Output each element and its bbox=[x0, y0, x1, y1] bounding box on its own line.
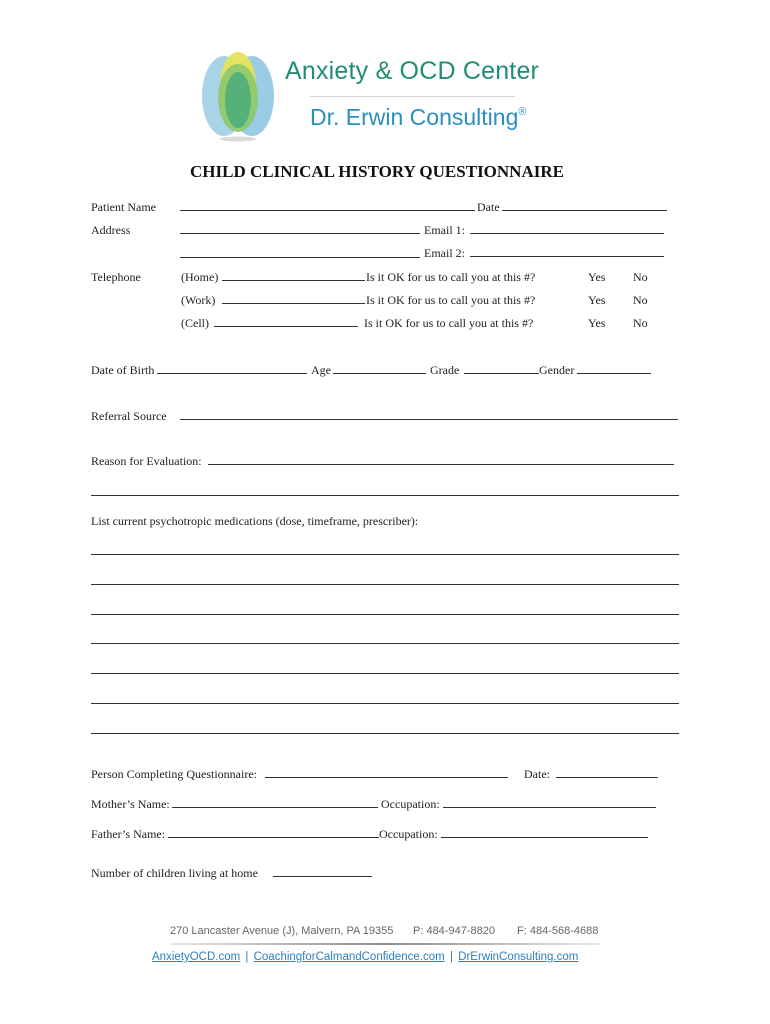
referral-label: Referral Source bbox=[91, 409, 167, 423]
father-name-label: Father’s Name: bbox=[91, 827, 166, 841]
medications-line-5[interactable] bbox=[91, 673, 679, 674]
grade-field[interactable] bbox=[464, 362, 539, 374]
mother-name-field[interactable] bbox=[172, 796, 378, 808]
footer-address: 270 Lancaster Avenue (J), Malvern, PA 19355 bbox=[170, 925, 394, 937]
footer-link-anxietyocd[interactable]: AnxietyOCD.com bbox=[152, 951, 241, 963]
medications-line-1[interactable] bbox=[91, 554, 679, 555]
person-completing-label: Person Completing Questionnaire: bbox=[91, 767, 257, 781]
mother-name-label: Mother’s Name: bbox=[91, 797, 170, 811]
phone-home-yes[interactable]: Yes bbox=[588, 270, 606, 284]
address-label: Address bbox=[91, 223, 131, 237]
logo-title: Anxiety & OCD Center bbox=[285, 57, 540, 85]
reason-line-2[interactable] bbox=[91, 495, 679, 496]
phone-work-no[interactable]: No bbox=[633, 293, 648, 307]
logo-subtitle bbox=[310, 104, 526, 131]
logo-subtitle-text: Dr. Erwin Consulting bbox=[310, 104, 519, 130]
children-count-field[interactable] bbox=[273, 865, 372, 877]
logo bbox=[196, 44, 280, 144]
dob-label: Date of Birth bbox=[91, 363, 155, 377]
medications-line-2[interactable] bbox=[91, 584, 679, 585]
gender-label: Gender bbox=[539, 363, 575, 377]
phone-work-type: (Work) bbox=[181, 293, 216, 307]
mother-occupation-label: Occupation: bbox=[381, 797, 440, 811]
phone-work-field[interactable] bbox=[222, 292, 365, 304]
phone-cell-no[interactable]: No bbox=[633, 316, 648, 330]
medications-line-3[interactable] bbox=[91, 614, 679, 615]
gender-field[interactable] bbox=[577, 362, 651, 374]
phone-home-question: Is it OK for us to call you at this #? bbox=[366, 270, 536, 284]
patient-name-field[interactable] bbox=[180, 199, 475, 211]
dob-field[interactable] bbox=[157, 362, 307, 374]
phone-home-type: (Home) bbox=[181, 270, 219, 284]
footer-fax: F: 484-568-4688 bbox=[517, 925, 599, 937]
email1-field[interactable] bbox=[470, 222, 664, 234]
phone-cell-type: (Cell) bbox=[181, 316, 209, 330]
children-count-label: Number of children living at home bbox=[91, 866, 258, 880]
page-title: CHILD CLINICAL HISTORY QUESTIONNAIRE bbox=[190, 162, 564, 181]
referral-field[interactable] bbox=[180, 408, 678, 420]
age-label: Age bbox=[311, 363, 331, 377]
medications-label: List current psychotropic medications (dose, timeframe, prescriber): bbox=[91, 514, 419, 528]
logo-divider bbox=[310, 96, 515, 97]
registered-mark: ® bbox=[518, 106, 527, 118]
footer-links bbox=[152, 951, 578, 963]
age-field[interactable] bbox=[333, 362, 426, 374]
footer-phone: P: 484-947-8820 bbox=[413, 925, 495, 937]
phone-home-field[interactable] bbox=[222, 269, 365, 281]
address-field-1[interactable] bbox=[180, 222, 420, 234]
father-name-field[interactable] bbox=[168, 826, 379, 838]
grade-label: Grade bbox=[430, 363, 460, 377]
patient-name-label: Patient Name bbox=[91, 200, 156, 214]
phone-work-yes[interactable]: Yes bbox=[588, 293, 606, 307]
mother-occupation-field[interactable] bbox=[443, 796, 656, 808]
phone-work-question: Is it OK for us to call you at this #? bbox=[366, 293, 536, 307]
email2-label: Email 2: bbox=[424, 246, 465, 260]
phone-cell-question: Is it OK for us to call you at this #? bbox=[364, 316, 534, 330]
footer-link-separator: | bbox=[449, 951, 453, 963]
medications-line-4[interactable] bbox=[91, 643, 679, 644]
leaf-logo-icon bbox=[196, 44, 280, 144]
medications-line-7[interactable] bbox=[91, 733, 679, 734]
phone-cell-yes[interactable]: Yes bbox=[588, 316, 606, 330]
email1-label: Email 1: bbox=[424, 223, 465, 237]
medications-line-6[interactable] bbox=[91, 703, 679, 704]
date-label: Date bbox=[477, 200, 500, 214]
footer-link-drerwin[interactable]: DrErwinConsulting.com bbox=[458, 951, 579, 963]
email2-field[interactable] bbox=[470, 245, 664, 257]
reason-label: Reason for Evaluation: bbox=[91, 454, 202, 468]
date2-field[interactable] bbox=[556, 766, 658, 778]
date2-label: Date: bbox=[524, 767, 550, 781]
phone-home-no[interactable]: No bbox=[633, 270, 648, 284]
reason-field[interactable] bbox=[208, 453, 674, 465]
father-occupation-field[interactable] bbox=[441, 826, 648, 838]
phone-cell-field[interactable] bbox=[214, 315, 358, 327]
address-field-2[interactable] bbox=[180, 246, 420, 258]
footer-link-coaching[interactable]: CoachingforCalmandConfidence.com bbox=[253, 951, 445, 963]
father-occupation-label: Occupation: bbox=[379, 827, 438, 841]
person-completing-field[interactable] bbox=[265, 766, 508, 778]
date-field[interactable] bbox=[502, 199, 667, 211]
footer-divider bbox=[170, 943, 600, 945]
telephone-label: Telephone bbox=[91, 270, 141, 284]
footer-link-separator: | bbox=[245, 951, 249, 963]
